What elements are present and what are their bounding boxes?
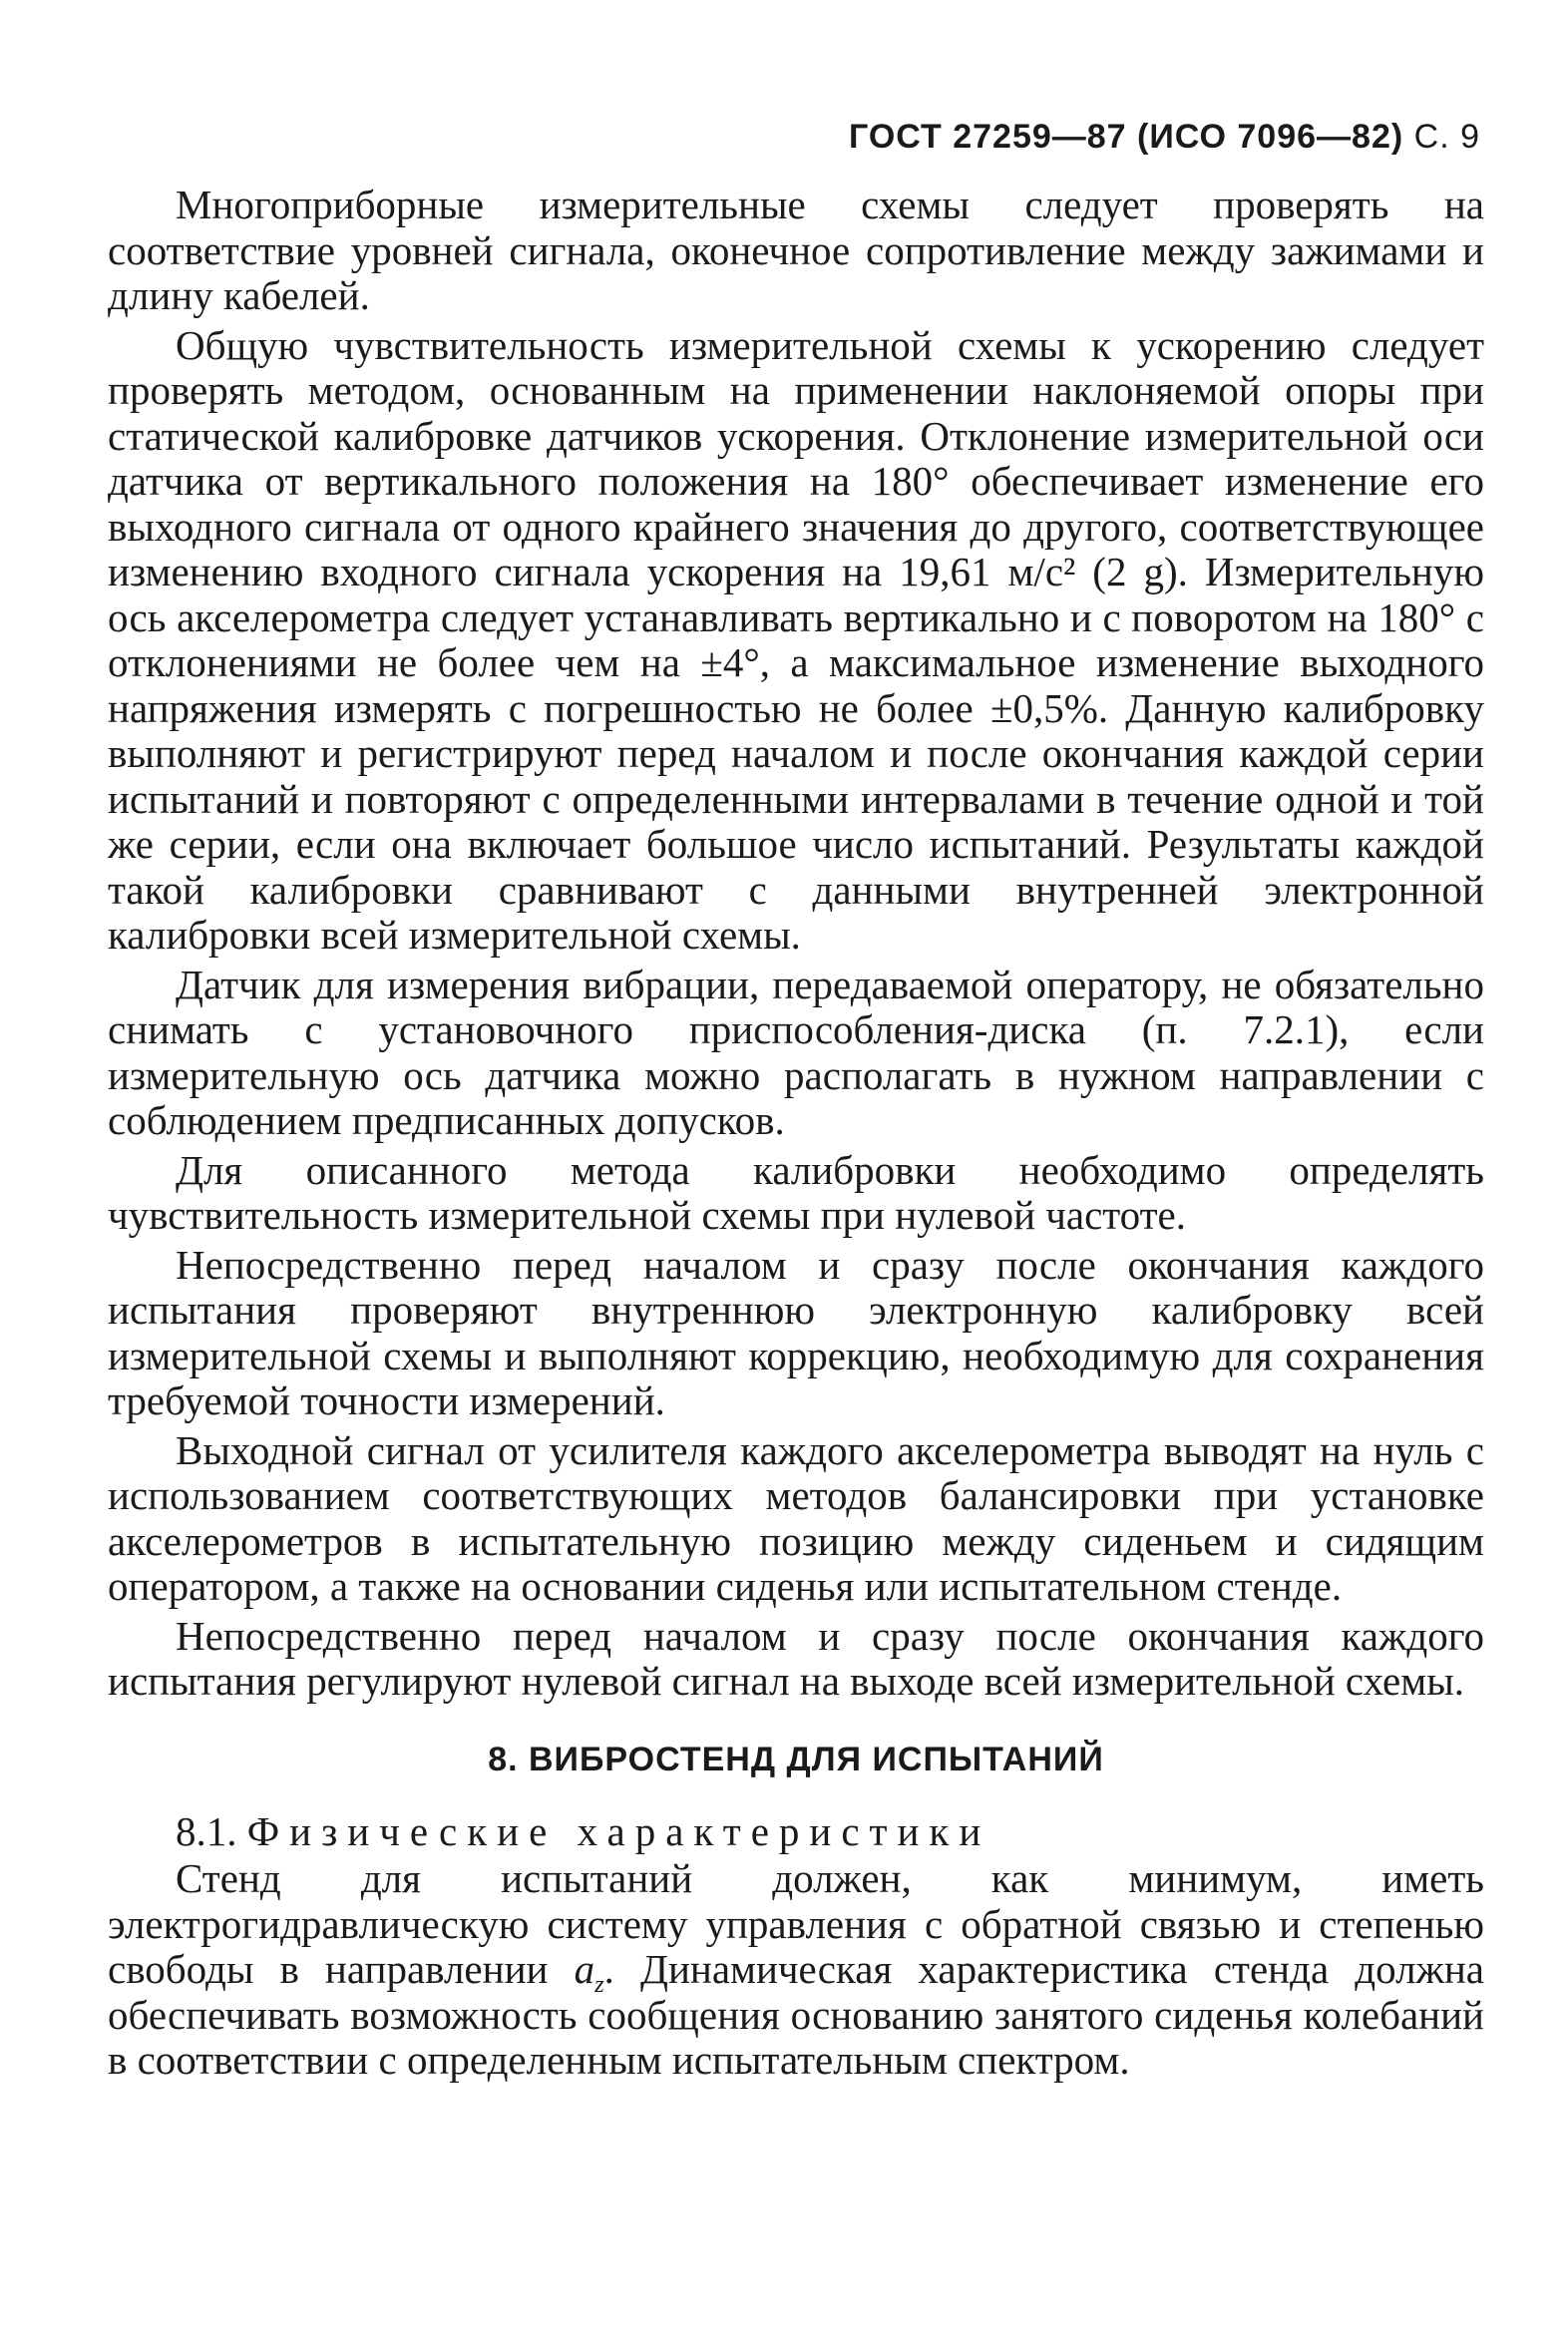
paragraph-amplifier-balancing: Выходной сигнал от усилителя каждого акселерометра выводят на нуль с использованием соответствующих методов балансировки при установке акселерометров в испытательную позицию между сиденьем и сидящим оператором, а также на основании сиденья или испытательном стенде. xyxy=(108,1426,1484,1609)
paragraph-zero-frequency: Для описанного метода калибровки необходимо определять чувствительность измерительной схемы при нулевой частоте. xyxy=(108,1146,1484,1238)
paragraph-electronic-calibration: Непосредственно перед началом и сразу после окончания каждого испытания проверяют внутреннюю электронную калибровку всей измерительной схемы и выполняют коррекцию, необходимую для сохранения требуемой точности измерений. xyxy=(108,1241,1484,1423)
axis-symbol: a xyxy=(574,1946,595,1992)
standard-designation: ГОСТ 27259—87 (ИСО 7096—82) xyxy=(849,118,1404,156)
paragraph-sensor-mount: Датчик для измерения вибрации, передаваемой оператору, не обязательно снимать с установочного приспособления-диска (п. 7.2.1), если измерительную ось датчика можно располагать в нужном направлении с соблюдением предписанных допусков. xyxy=(108,961,1484,1143)
paragraph-test-rig xyxy=(108,1856,1484,2084)
test-rig-text-end: . Динамическая характеристика стенда должна обеспечивать возможность сообщения основанию занятого сиденья колебаний в соответствии с определенным испытательным спектром. xyxy=(108,1946,1485,2083)
subsection-number: 8.1. xyxy=(176,1807,237,1854)
subsection-title: Физические характеристики xyxy=(246,1807,991,1854)
axis-symbol-subscript: z xyxy=(594,1971,604,1999)
running-header xyxy=(108,118,1484,157)
paragraph-cable-check: Многоприборные измерительные схемы следует проверять на соответствие уровней сигнала, оконечное сопротивление между зажимами и длину кабелей. xyxy=(108,182,1484,318)
document-page xyxy=(108,118,1484,2088)
paragraph-zero-signal: Непосредственно перед началом и сразу после окончания каждого испытания регулируют нулевой сигнал на выходе всей измерительной схемы. xyxy=(108,1612,1484,1704)
section-heading: 8. ВИБРОСТЕНД ДЛЯ ИСПЫТАНИЙ xyxy=(488,1740,1104,1778)
page-number: С. 9 xyxy=(1413,118,1480,156)
paragraph-sensitivity-check: Общую чувствительность измерительной схемы к ускорению следует проверять методом, основанным на применении наклоняемой опоры при статической калибровке датчиков ускорения. Отклонение измерительной оси датчика от вертикального положения на 180° обеспечивает изменение его выходного сигнала от одного крайнего значения до другого, соответствующее изменению входного сигнала ускорения на 19,61 м/с² (2 g). Измерительную ось акселерометра следует устанавливать вертикально и с поворотом на 180° с отклонениями не более чем на ±4°, а максимальное изменение выходного напряжения измерять с погрешностью не более ±0,5%. Данную калибровку выполняют и регистрируют перед началом и после окончания каждой серии испытаний и повторяют с определенными интервалами в течение одной и той же серии, если она включает большое число испытаний. Результаты каждой такой калибровки сравнивают с данными внутренней электронной калибровки всей измерительной схемы. xyxy=(108,321,1484,958)
subsection-heading xyxy=(108,1809,1484,1855)
test-rig-text-start: Стенд для испытаний должен, как минимум, иметь электрогидравлическую систему управления с обратной связью и степенью свободы в направлении xyxy=(108,1855,1484,1992)
